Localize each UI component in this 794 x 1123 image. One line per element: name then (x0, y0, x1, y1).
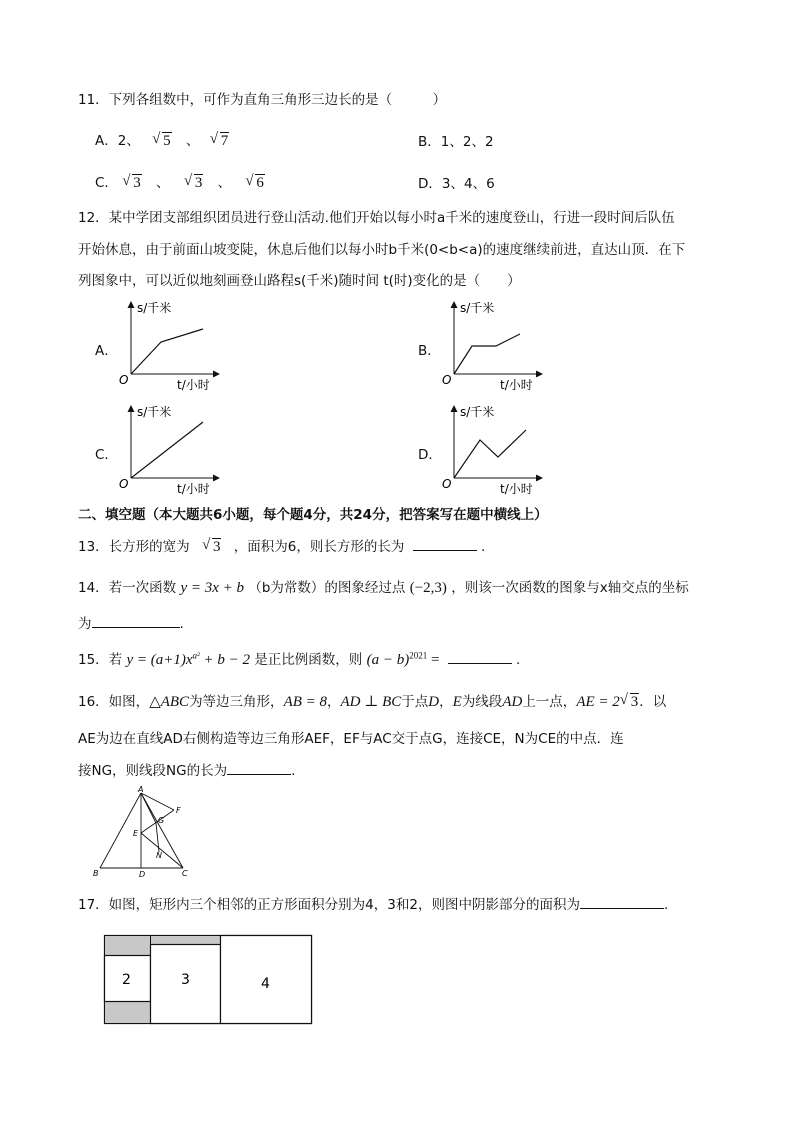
q11-option-d[interactable]: D．3、4、6 (418, 176, 495, 192)
q11-c-label: C． (95, 175, 118, 191)
function-expression: y = (a+1)x (126, 652, 193, 668)
separator: 、 (185, 133, 200, 149)
q16-line3: 接NG，则线段NG的长为 . (78, 759, 295, 779)
graph-line (131, 329, 203, 374)
answer-blank[interactable] (92, 613, 180, 628)
x-label: t/小时 (177, 482, 210, 496)
q11-stem: 11．下列各组数中，可作为直角三角形三边长的是（ ） (78, 92, 447, 108)
answer-blank[interactable] (448, 649, 512, 664)
sqrt-3: √ 3 (620, 694, 640, 711)
origin: O (442, 373, 452, 387)
label-3: 3 (181, 972, 190, 988)
separator: 、 (156, 175, 170, 191)
y-label: s/千米 (137, 301, 172, 315)
sqrt-3: √ 3 (184, 175, 204, 192)
answer-blank[interactable] (580, 894, 664, 909)
q13: 13．长方形的宽为 √ 3 ，面积为6，则长方形的长为 . (78, 535, 485, 556)
label-D: D (139, 870, 146, 878)
q11-option-c[interactable] (95, 171, 265, 192)
section-header: 二、填空题（本大题共6小题，每个题4分，共24分，把答案写在题中横线上） (78, 507, 548, 523)
q14-line1: 14．若一次函数 y = 3x + b （b为常数）的图象经过点 (−2,3) ，则该一次函数的图象与x轴交点的坐标 (78, 580, 689, 596)
sqrt-3: √ 3 (122, 175, 142, 192)
q11-option-b[interactable]: B．1、2、2 (418, 134, 494, 150)
shaded-top-middle (151, 936, 221, 945)
q16-figure (90, 786, 198, 878)
sqrt-5: √ 5 (152, 133, 172, 150)
label-F: F (176, 806, 181, 815)
label-E: E (133, 829, 139, 838)
q12-line1: 12．某中学团支部组织团员进行登山活动.他们开始以每小时a千米的速度登山，行进一段时间后队伍 (78, 210, 675, 226)
q12-option-d-label[interactable]: D． (418, 447, 442, 463)
expression: (a − b) (366, 652, 410, 668)
graph-line (454, 334, 520, 374)
q15: 15．若 $y = (a+1)x^{a^2} + b - 2$ 是正比例函数，则 $(a - b)^{2021}$ = . (78, 650, 521, 668)
shaded-top (105, 936, 151, 956)
y-label: s/千米 (460, 405, 495, 419)
x-label: t/小时 (500, 482, 533, 496)
answer-blank[interactable] (227, 760, 291, 775)
q16-line1: 16．如图，△ABC为等边三角形，AB = 8，AD ⊥ BC于点D，E为线段AD上一点，AE = 2√ 3．以 (78, 690, 666, 711)
shaded-bottom (105, 1002, 151, 1024)
point: (−2,3) (409, 580, 447, 596)
separator: 、 (217, 175, 232, 191)
graph-b (438, 296, 548, 392)
q12-line2: 开始休息，由于前面山坡变陡，休息后他们以每小时b千米(0<b<a)的速度继续前进，直达山顶．在下 (78, 242, 686, 258)
origin: O (119, 373, 129, 387)
label-4: 4 (261, 976, 270, 992)
label-N: N (156, 851, 162, 860)
label-B: B (93, 869, 99, 878)
graph-a (115, 296, 225, 392)
q17-figure (103, 934, 315, 1028)
q17: 17．如图，矩形内三个相邻的正方形面积分别为4，3和2，则图中阴影部分的面积为 . (78, 893, 668, 913)
label-G: G (158, 816, 165, 825)
sqrt-3: √ 3 (202, 539, 222, 556)
q14-line2: 为 . (78, 612, 184, 632)
label-C: C (182, 869, 188, 878)
graph-c (115, 400, 225, 496)
q12-option-a-label[interactable]: A． (95, 343, 118, 359)
answer-blank[interactable] (413, 536, 477, 551)
x-label: t/小时 (500, 378, 533, 392)
sqrt-6: √ 6 (245, 175, 265, 192)
x-label: t/小时 (177, 378, 210, 392)
q12-option-b-label[interactable]: B． (418, 343, 441, 359)
q11-a-label: A．2、 (95, 133, 140, 149)
y-label: s/千米 (460, 301, 495, 315)
origin: O (119, 477, 129, 491)
label-2: 2 (122, 972, 131, 988)
function-expression: y = 3x + b (180, 580, 245, 596)
q12-line3: 列图象中，可以近似地刻画登山路程s(千米)随时间 t(时)变化的是（ ） (78, 273, 521, 289)
q11-option-a[interactable] (95, 129, 229, 150)
origin: O (442, 477, 452, 491)
y-label: s/千米 (137, 405, 172, 419)
sqrt-7: √ 7 (210, 133, 230, 150)
q12-option-c-label[interactable]: C． (95, 447, 118, 463)
q16-line2: AE为边在直线AD右侧构造等边三角形AEF，EF与AC交于点G，连接CE，N为CE的中点．连 (78, 731, 624, 747)
graph-d (438, 400, 548, 496)
label-A: A (138, 786, 144, 794)
graph-line (131, 422, 203, 478)
graph-line (454, 430, 526, 478)
